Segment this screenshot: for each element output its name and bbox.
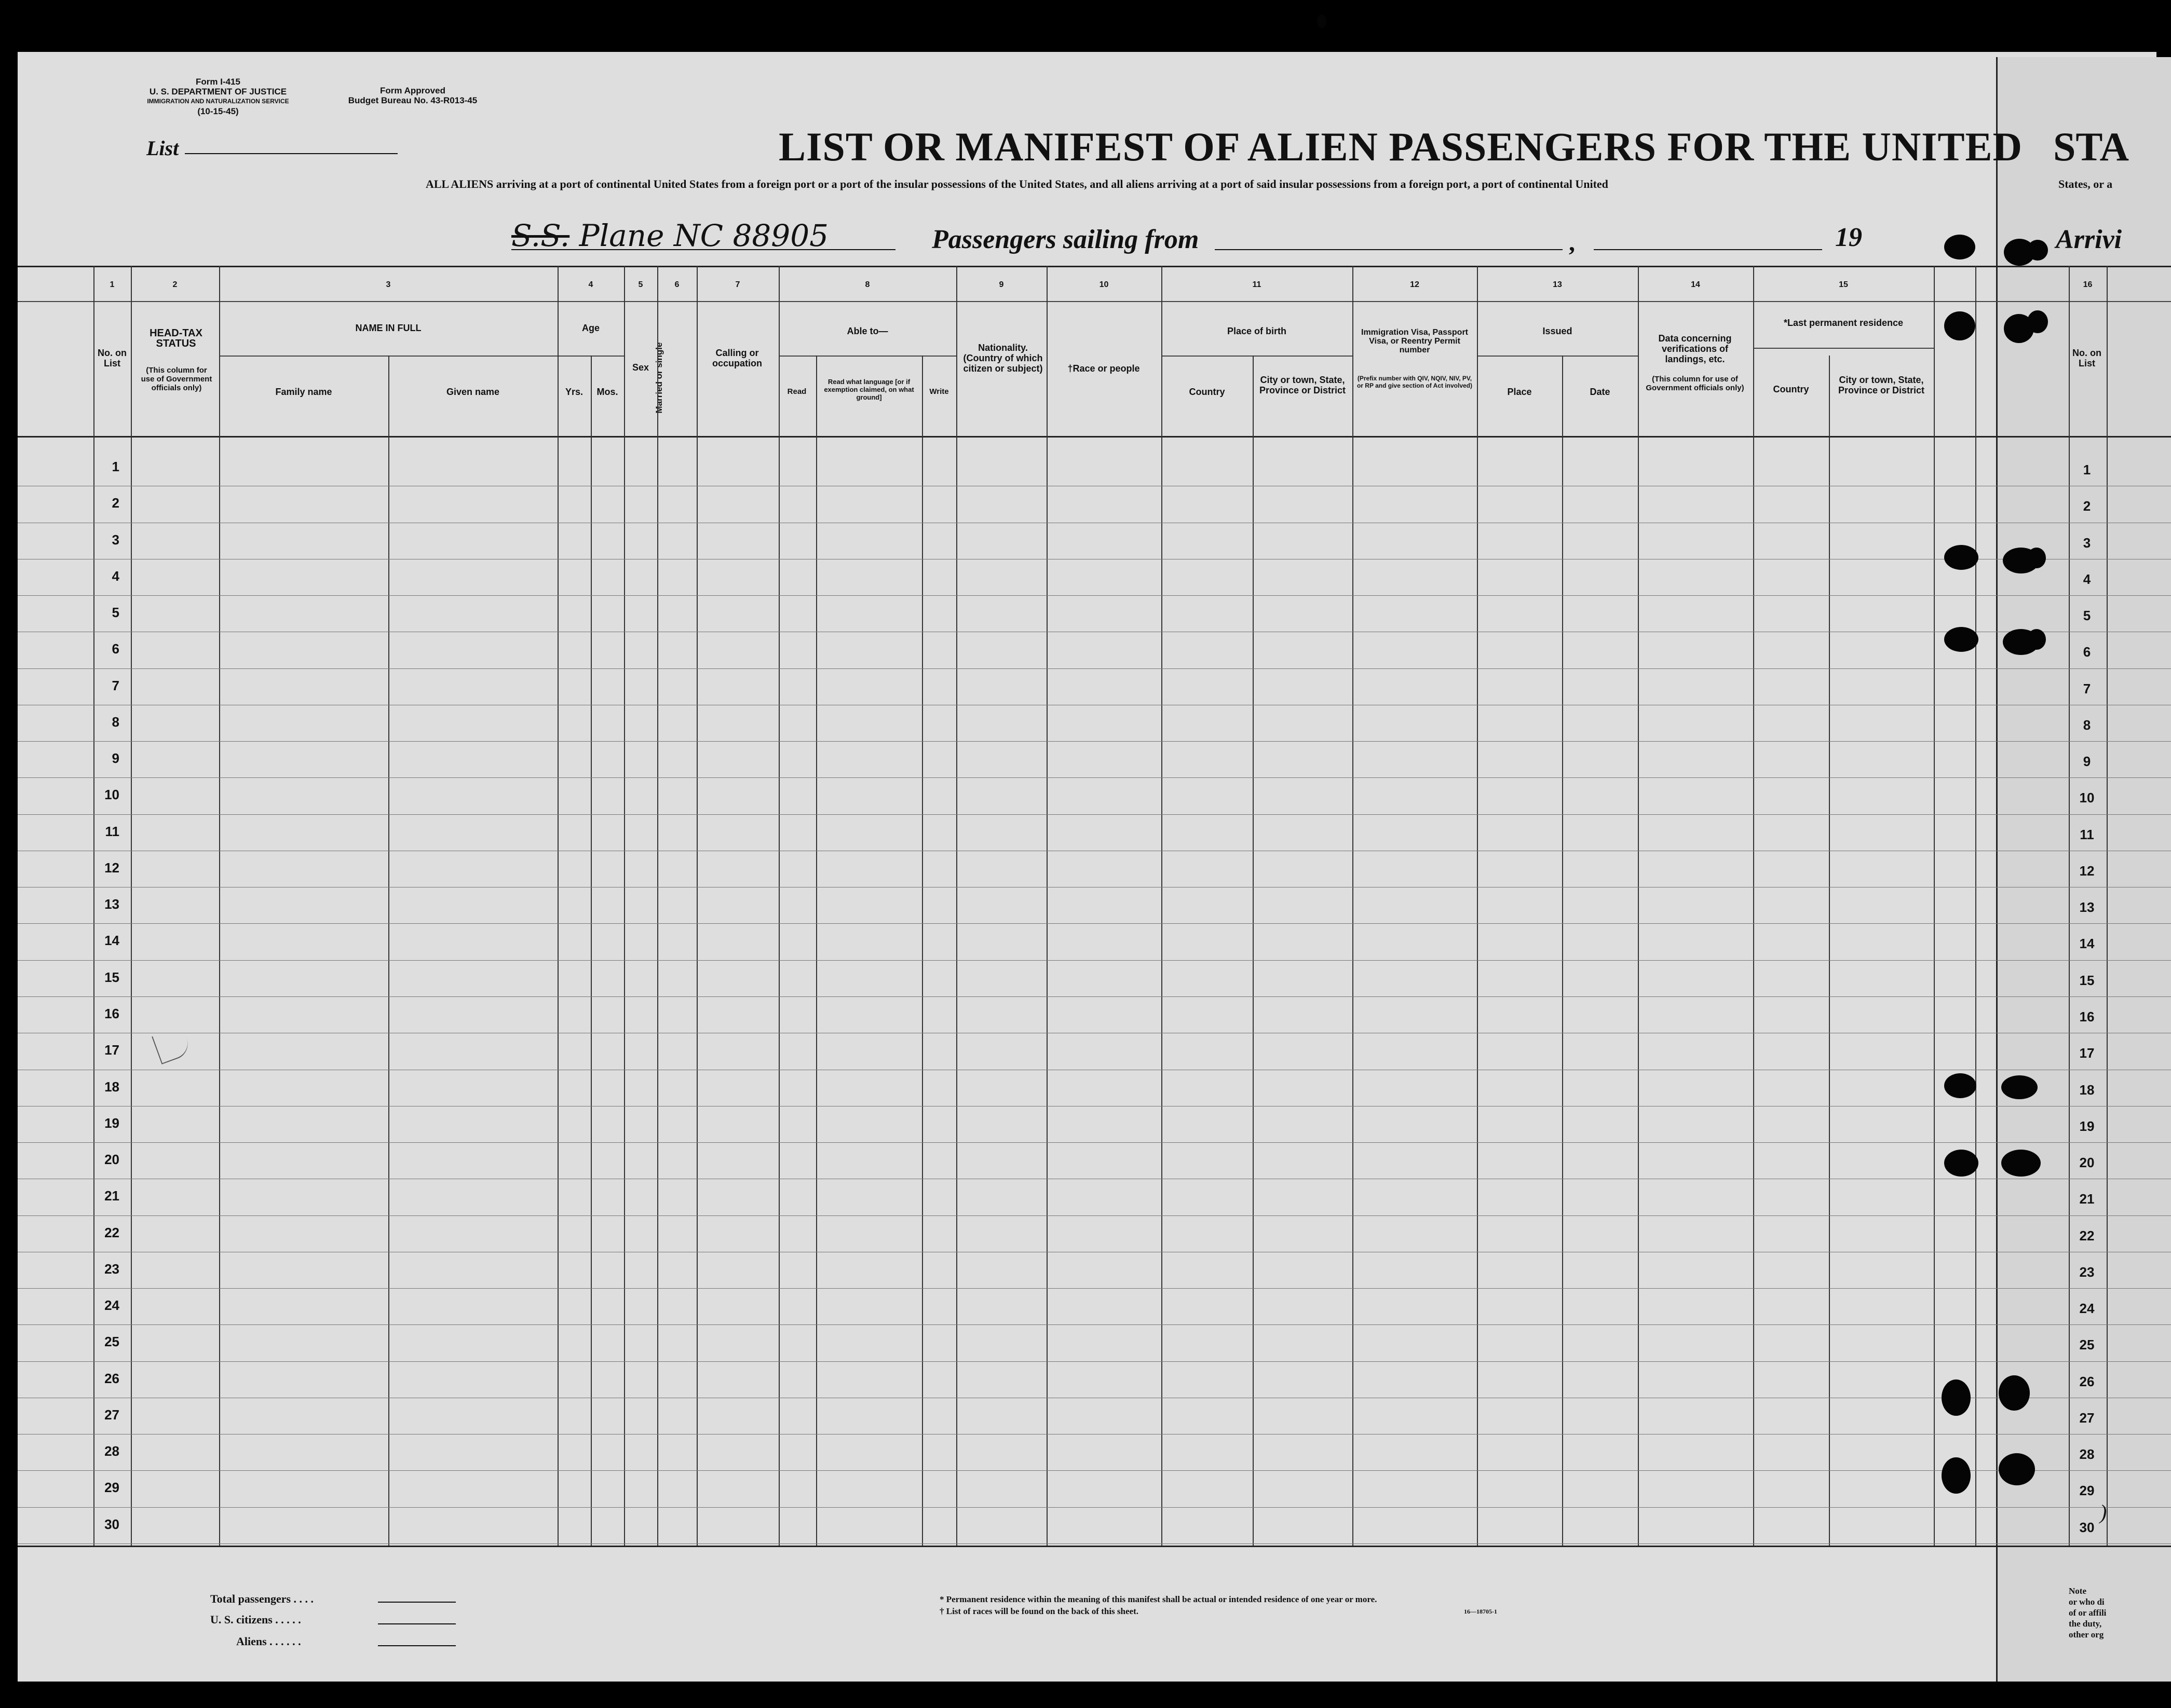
department: U. S. DEPARTMENT OF JUSTICE <box>149 87 287 97</box>
hdr-visa: Immigration Visa, Passport Visa, or Reentry Permit number <box>1361 328 1468 354</box>
page-title-continued: STA <box>2053 124 2129 169</box>
row-number: 30 <box>104 1516 119 1532</box>
sailing-port-line <box>1215 249 1563 250</box>
hdr-birth-country: Country <box>1189 387 1225 397</box>
row-number: 28 <box>104 1443 119 1459</box>
row-number-right: 11 <box>2080 826 2094 842</box>
row-number: 13 <box>104 896 119 912</box>
column-divider <box>1975 266 1976 1546</box>
row-number: 20 <box>104 1152 119 1168</box>
colnum-border <box>18 301 2171 302</box>
row-divider <box>18 1288 2171 1289</box>
hdr-calling: Calling or occupation <box>712 348 762 368</box>
row-number-right: 3 <box>2083 535 2091 551</box>
punch-hole <box>1999 1453 2035 1485</box>
punch-hole <box>2027 548 2046 568</box>
column-divider <box>1829 356 1830 1546</box>
punch-hole <box>1942 1379 1971 1416</box>
punch-hole <box>1944 235 1975 259</box>
ship-struck-text: S.S. <box>511 218 570 253</box>
row-number: 2 <box>112 495 119 511</box>
row-number-right: 9 <box>2083 754 2091 770</box>
column-divider <box>697 266 698 1546</box>
row-number-right: 17 <box>2079 1045 2095 1061</box>
hdr-residence-city: City or town, State, Province or District <box>1838 375 1925 395</box>
row-number: 27 <box>104 1406 119 1423</box>
row-number-right: 20 <box>2079 1155 2095 1171</box>
hdr-visa-note: (Prefix number with QIV, NQIV, NIV, PV, or RP and give section of Act involved) <box>1356 375 1473 389</box>
punch-hole <box>2001 1075 2038 1099</box>
row-number: 7 <box>112 677 119 693</box>
column-divider <box>1934 266 1935 1546</box>
column-divider <box>1047 266 1048 1546</box>
page-subtitle: ALL ALIENS arriving at a port of continental United States from a foreign port or a port of the insular possessions of the United States, and all aliens arriving at a port of said insular possessions from a foreign port, a port of continental United <box>426 177 1608 190</box>
row-number-right: 28 <box>2079 1446 2095 1463</box>
print-code: 16—18705-1 <box>1464 1608 1497 1615</box>
birth-subheader-line <box>1161 356 1352 357</box>
row-number: 17 <box>104 1042 119 1058</box>
row-number: 6 <box>112 641 119 657</box>
service: IMMIGRATION AND NATURALIZATION SERVICE <box>147 98 289 105</box>
column-number: 1 <box>110 280 115 289</box>
row-number: 14 <box>104 933 119 949</box>
row-divider <box>18 668 2171 669</box>
hdr-residence-country: Country <box>1773 384 1809 394</box>
row-number: 9 <box>112 750 119 767</box>
approved-label: Form Approved <box>380 86 445 95</box>
issued-subheader-line <box>1477 356 1638 357</box>
row-number-right: 7 <box>2083 680 2091 696</box>
ship-handwritten-text: Plane NC 88905 <box>579 218 829 253</box>
row-number-right: 22 <box>2079 1227 2095 1244</box>
row-number: 24 <box>104 1297 119 1314</box>
row-divider <box>18 923 2171 924</box>
row-number-right: 2 <box>2083 498 2091 514</box>
footnote-residence: * Permanent residence within the meaning of this manifest shall be actual or intended residence of one year or more. <box>940 1594 1377 1604</box>
able-subheader-line <box>779 356 956 357</box>
punch-hole <box>1942 1457 1971 1494</box>
list-number-line <box>185 153 398 154</box>
row-divider <box>18 741 2171 742</box>
column-divider <box>1352 266 1353 1546</box>
row-number-right: 16 <box>2079 1009 2095 1024</box>
column-number: 9 <box>999 280 1004 289</box>
hdr-read: Read <box>787 387 807 396</box>
row-number: 26 <box>104 1370 119 1386</box>
hdr-last-residence: *Last permanent residence <box>1783 318 1904 328</box>
arrival-label: Arrivi <box>2056 225 2122 254</box>
column-number: 13 <box>1553 280 1562 289</box>
column-number: 15 <box>1839 280 1848 289</box>
aliens-line <box>378 1645 456 1646</box>
hdr-headtax: HEAD-TAX STATUS <box>150 327 202 349</box>
pencil-mark-right: ) <box>2100 1500 2107 1524</box>
row-number: 1 <box>112 459 119 474</box>
form-identification <box>125 77 311 116</box>
row-number: 16 <box>104 1006 119 1021</box>
column-number: 2 <box>172 280 178 289</box>
column-divider <box>624 266 625 1546</box>
column-divider <box>2107 266 2108 1546</box>
list-label: List <box>146 136 179 160</box>
header-bottom-border <box>18 436 2171 438</box>
hdr-issued-date: Date <box>1590 387 1610 397</box>
table-top-border <box>18 266 2171 267</box>
column-number: 7 <box>735 280 740 289</box>
row-number-right: 29 <box>2079 1483 2095 1499</box>
column-divider <box>1477 266 1478 1546</box>
column-number: 16 <box>2083 280 2093 289</box>
row-number: 18 <box>104 1078 119 1095</box>
row-number: 25 <box>104 1334 119 1350</box>
right-edge-note <box>2069 1586 2106 1640</box>
column-divider <box>1253 356 1254 1546</box>
row-number: 3 <box>112 531 119 548</box>
row-number-right: 15 <box>2079 972 2095 988</box>
hdr-issued: Issued <box>1542 326 1572 336</box>
column-number: 11 <box>1252 280 1261 289</box>
row-number: 21 <box>104 1188 119 1204</box>
row-number: 8 <box>112 714 119 730</box>
column-divider <box>1638 266 1639 1546</box>
hdr-given-name: Given name <box>446 387 500 397</box>
row-number-right: 19 <box>2079 1118 2095 1134</box>
column-number: 6 <box>674 280 680 289</box>
hdr-place-of-birth: Place of birth <box>1227 326 1287 336</box>
punch-hole <box>2001 1150 2041 1177</box>
right-note-line: of or affili <box>2069 1608 2107 1618</box>
row-number: 12 <box>104 859 119 876</box>
hdr-data-concerning: Data concerning verifications of landings, etc. <box>1658 333 1732 364</box>
row-divider <box>18 814 2171 815</box>
manifest-sheet <box>18 52 2156 1682</box>
hdr-name-in-full: NAME IN FULL <box>355 323 422 333</box>
sailing-from-label: Passengers sailing from <box>932 225 1199 254</box>
column-divider <box>657 266 658 1546</box>
form-approval <box>324 86 501 105</box>
page-title: LIST OR MANIFEST OF ALIEN PASSENGERS FOR THE UNITED <box>779 124 2023 169</box>
row-divider <box>18 1543 2171 1544</box>
row-divider <box>18 960 2171 961</box>
row-number-right: 13 <box>2079 899 2095 916</box>
form-date: (10-15-45) <box>197 106 239 116</box>
row-number-right: 30 <box>2079 1519 2095 1535</box>
row-number-right: 26 <box>2079 1373 2095 1389</box>
column-divider <box>922 356 923 1546</box>
hdr-married: Married or single <box>654 342 664 414</box>
hdr-sex: Sex <box>632 362 649 373</box>
punch-hole <box>2027 240 2048 261</box>
row-number-right: 5 <box>2083 608 2091 624</box>
column-divider <box>956 266 957 1546</box>
total-passengers-line <box>378 1602 456 1603</box>
row-number: 29 <box>104 1480 119 1496</box>
column-number: 10 <box>1099 280 1109 289</box>
row-number: 5 <box>112 605 119 621</box>
comma: , <box>1569 229 1575 256</box>
hdr-age: Age <box>581 323 600 333</box>
row-number: 22 <box>104 1224 119 1240</box>
punch-hole <box>1944 1073 1976 1098</box>
row-number-right: 27 <box>2079 1410 2095 1426</box>
form-number: Form I-415 <box>196 77 240 87</box>
hdr-yrs: Yrs. <box>565 387 584 397</box>
hdr-no-on-list: No. on List <box>98 348 127 368</box>
column-divider <box>388 356 389 1546</box>
row-number-right: 10 <box>2079 790 2095 806</box>
row-number-right: 24 <box>2079 1301 2095 1317</box>
row-divider <box>18 996 2171 997</box>
row-number: 15 <box>104 969 119 985</box>
year-prefix: 19 <box>1835 223 1862 252</box>
hdr-no-on-list-right: No. on List <box>2072 348 2101 368</box>
punch-hole <box>1944 545 1978 570</box>
punch-hole <box>1944 627 1978 652</box>
vessel-entry <box>511 218 829 253</box>
total-passengers-label: Total passengers . . . . <box>210 1592 314 1605</box>
row-number-right: 23 <box>2079 1264 2095 1280</box>
row-divider <box>18 1142 2171 1143</box>
row-divider <box>18 777 2171 778</box>
hdr-mos: Mos. <box>596 387 618 397</box>
hdr-nationality: Nationality. (Country of which citizen or subject) <box>963 343 1043 374</box>
column-number: 5 <box>638 280 643 289</box>
page-subtitle-continued: States, or a <box>2058 177 2113 190</box>
row-divider <box>18 1507 2171 1508</box>
hdr-able-to: Able to— <box>847 326 888 336</box>
us-citizens-line <box>378 1623 456 1624</box>
right-note-line: other org <box>2069 1630 2104 1639</box>
row-divider <box>18 1215 2171 1216</box>
right-note-line: or who di <box>2069 1597 2105 1607</box>
residence-subheader-line <box>1753 348 1934 349</box>
row-number-right: 18 <box>2079 1082 2095 1098</box>
right-note-line: the duty, <box>2069 1619 2102 1629</box>
hdr-issued-place: Place <box>1507 387 1532 397</box>
hdr-headtax-note: (This column for use of Government officials only) <box>141 366 212 392</box>
budget-number: Budget Bureau No. 43-R013-45 <box>348 95 478 105</box>
row-number: 23 <box>104 1261 119 1277</box>
column-divider <box>816 356 817 1546</box>
column-divider <box>1753 266 1754 1546</box>
row-divider <box>18 1470 2171 1471</box>
column-divider <box>131 266 132 1546</box>
row-number-right: 6 <box>2083 644 2091 660</box>
punch-hole <box>2027 629 2046 650</box>
sailing-date-line <box>1594 249 1822 250</box>
hdr-family-name: Family name <box>275 387 332 397</box>
punch-hole <box>1944 1150 1978 1177</box>
vessel-line <box>511 249 895 250</box>
column-divider <box>779 266 780 1546</box>
punch-hole <box>1944 311 1975 340</box>
hdr-read-language: Read what language [or if exemption claimed, on what ground] <box>824 378 914 401</box>
row-number: 10 <box>104 787 119 803</box>
row-number-right: 14 <box>2079 936 2095 952</box>
column-divider <box>1562 356 1563 1546</box>
column-divider <box>591 356 592 1546</box>
hdr-race: †Race or people <box>1067 363 1140 374</box>
row-number-right: 4 <box>2083 571 2091 587</box>
row-number: 11 <box>105 823 119 839</box>
column-number: 4 <box>588 280 593 289</box>
column-number: 12 <box>1410 280 1419 289</box>
hdr-data-note: (This column for use of Government officials only) <box>1646 375 1744 392</box>
column-divider <box>558 266 559 1546</box>
row-number-right: 21 <box>2079 1191 2095 1207</box>
punch-hole <box>1317 15 1326 28</box>
footnote-races: † List of races will be found on the back of this sheet. <box>940 1606 1138 1616</box>
column-divider <box>219 266 220 1546</box>
row-divider <box>18 1361 2171 1362</box>
aliens-label: Aliens . . . . . . <box>236 1635 301 1648</box>
hdr-birth-city: City or town, State, Province or District <box>1259 375 1346 395</box>
hdr-write: Write <box>929 387 949 396</box>
row-number: 4 <box>112 568 119 584</box>
punch-hole <box>1999 1375 2030 1411</box>
row-divider <box>18 595 2171 596</box>
row-number: 19 <box>104 1115 119 1131</box>
row-number-right: 8 <box>2083 717 2091 733</box>
punch-hole <box>2027 310 2048 333</box>
row-divider <box>18 1324 2171 1325</box>
column-number: 8 <box>865 280 870 289</box>
right-note-line: Note <box>2069 1586 2086 1596</box>
table-bottom-border <box>18 1546 2171 1547</box>
row-number-right: 12 <box>2079 863 2095 879</box>
us-citizens-label: U. S. citizens . . . . . <box>210 1613 301 1626</box>
row-number-right: 1 <box>2083 462 2091 477</box>
column-number: 14 <box>1691 280 1700 289</box>
row-number-right: 25 <box>2079 1337 2095 1353</box>
column-divider <box>1161 266 1162 1546</box>
column-number: 3 <box>386 280 391 289</box>
